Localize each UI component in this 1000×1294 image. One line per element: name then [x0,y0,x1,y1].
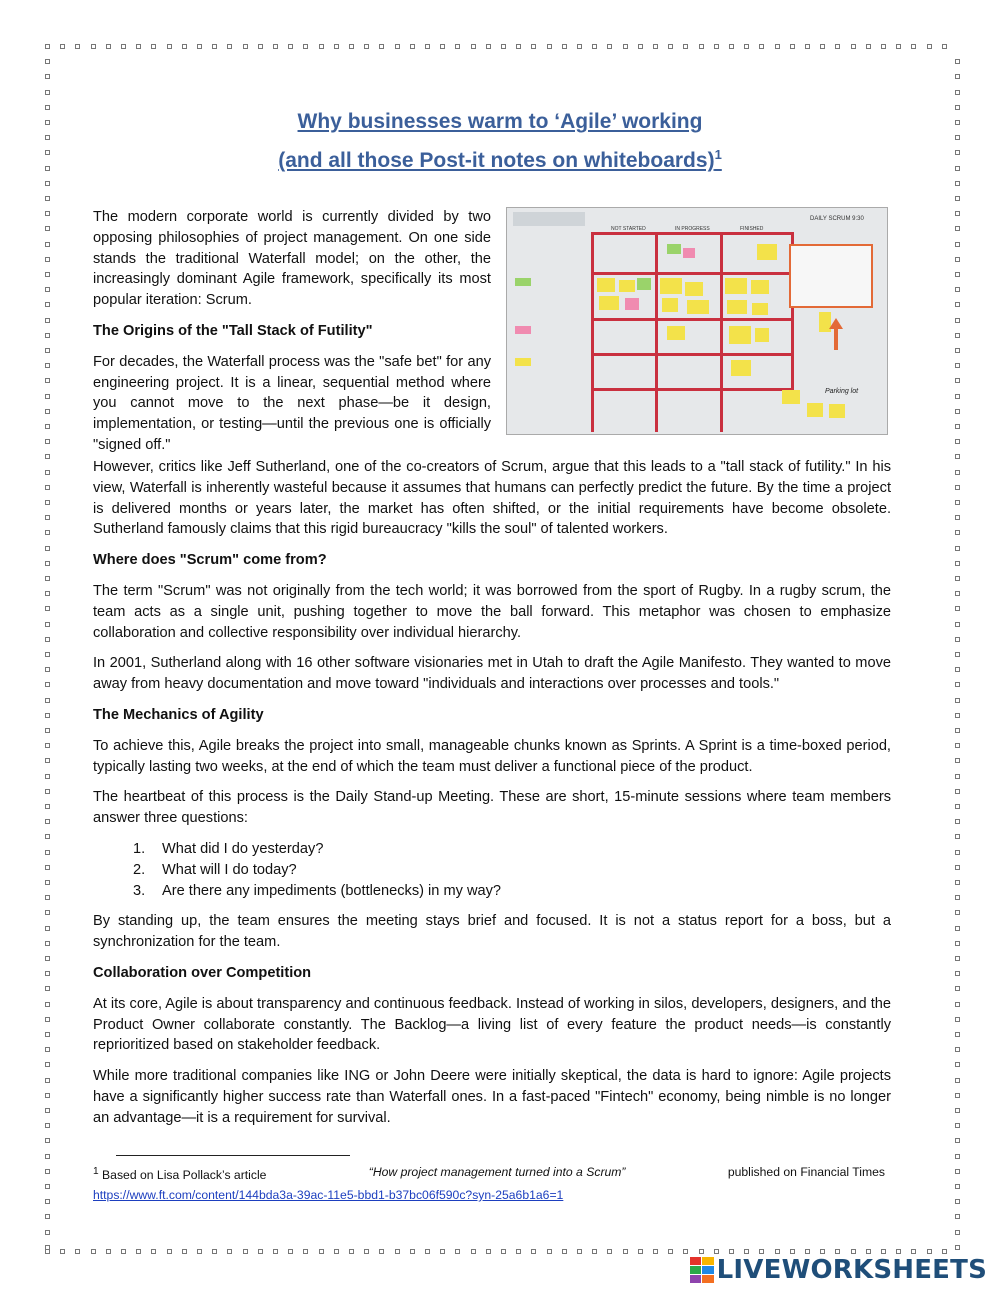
main-column [93,457,891,1129]
list-item: 1. What did I do yesterday? [133,840,324,857]
mechanics-paragraph-1: To achieve this, Agile breaks the project into small, manageable chunks known as Sprints. A Sprint is a time-boxed period, typically lasting two weeks, at the end of which the team must deliver a functional piece of the product. [93,737,891,775]
burndown-chart [789,244,873,308]
mechanics-paragraph-3: By standing up, the team ensures the meeting stays brief and focused. It is not a status report for a boss, but a synchronization for the team. [93,913,891,951]
footnote: $^1$ Based on Lisa Pollack’s article “How project management turned into a Scrum” published on Financial Times https://www.ft.com/content/144bda3a-39ac-11e5-bbd1-b37bc06f590c?syn-25a6b1a6=1 [93,1165,885,1203]
page-title: Why businesses warm to ‘Agile’ working [297,110,703,133]
liveworksheets-logo-icon [690,1257,714,1283]
origins-paragraph-1: For decades, the Waterfall process was the "safe bet" for any engineering project. It is a linear, sequential method where you cannot move to the next phase—be it design, implementation, or testing—until the previous one is officially "signed off." [93,353,491,453]
col-header-in-progress: IN PROGRESS [675,226,710,232]
section-heading-collab: Collaboration over Competition [93,964,312,981]
footnote-reference[interactable]: 1 [714,147,722,162]
section-heading-origins: The Origins of the "Tall Stack of Futility" [93,322,373,339]
team-photos [513,212,585,226]
liveworksheets-logo[interactable] [690,1253,987,1287]
footnote-separator [116,1155,350,1156]
footnote-link[interactable]: https://www.ft.com/content/144bda3a-39ac-11e5-bbd1-b37bc06f590c?syn-25a6b1a6=1 [93,1188,564,1203]
intro-paragraph: The modern corporate world is currently divided by two opposing philosophies of project management. On one side stands the traditional Waterfall model; on the other, the increasingly dominant Agile framework, specifically its most popular iteration: Scrum. [93,209,491,309]
brand-name: LIVEWORKSHEETS [716,1255,987,1285]
col-header-not-started: NOT STARTED [611,226,646,232]
collab-paragraph-1: At its core, Agile is about transparency and continuous feedback. Instead of working in silos, developers, designers, and the Product Owner collaborate constantly. The Backlog—a living list of every feature the product needs—is constantly reprioritized based on stakeholder feedback. [93,995,891,1054]
scrum-board-photo [506,207,888,435]
daily-scrum-label: DAILY SCRUM 9:30 [810,216,864,222]
section-heading-scrum: Where does "Scrum" come from? [93,552,327,569]
scrum-paragraph-1: The term "Scrum" was not originally from the tech world; it was borrowed from the sport of Rugby. In a rugby scrum, the team acts as a single unit, pushing together to move the ball forward. This metaphor was chosen to emphasize collaboration and collective responsibility over individual hierarchy. [93,582,891,641]
section-heading-mechanics: The Mechanics of Agility [93,706,264,723]
scrum-paragraph-2: In 2001, Sutherland along with 16 other software visionaries met in Utah to draft the Agile Manifesto. They wanted to move away from heavy documentation and move toward "individuals and interactions over processes and tools." [93,655,891,693]
collab-paragraph-2: While more traditional companies like ING or John Deere were initially skeptical, the data is hard to ignore: Agile projects have a significantly higher success rate than Waterfall ones. In a fast-paced "Fintech" economy, being nimble is no longer an advantage—it is a requirement for survival. [93,1068,891,1126]
origins-paragraph-2: However, critics like Jeff Sutherland, one of the co-creators of Scrum, argue that this leads to a "tall stack of futility." In his view, Waterfall is inherently wasteful because it assumes that humans can perfectly predict the future. By the time a project is delivered months or years later, the market has often shifted, or the initial requirements have become obsolete. Sutherland famously claims that this rigid bureaucracy "kills the soul" of talented workers. [93,459,891,538]
list-item: 3. Are there any impediments (bottlenecks) in my way? [133,882,502,899]
parking-lot-label: Parking lot [825,388,859,395]
intro-column [93,207,491,456]
list-item: 2. What will I do today? [133,861,297,878]
mechanics-paragraph-2: The heartbeat of this process is the Daily Stand-up Meeting. These are short, 15-minute sessions where team members answer three questions: [93,789,891,827]
questions-list [93,839,891,901]
col-header-finished: FINISHED [740,226,764,232]
page-subtitle: (and all those Post-it notes on whiteboards)$^1$ [278,147,722,172]
